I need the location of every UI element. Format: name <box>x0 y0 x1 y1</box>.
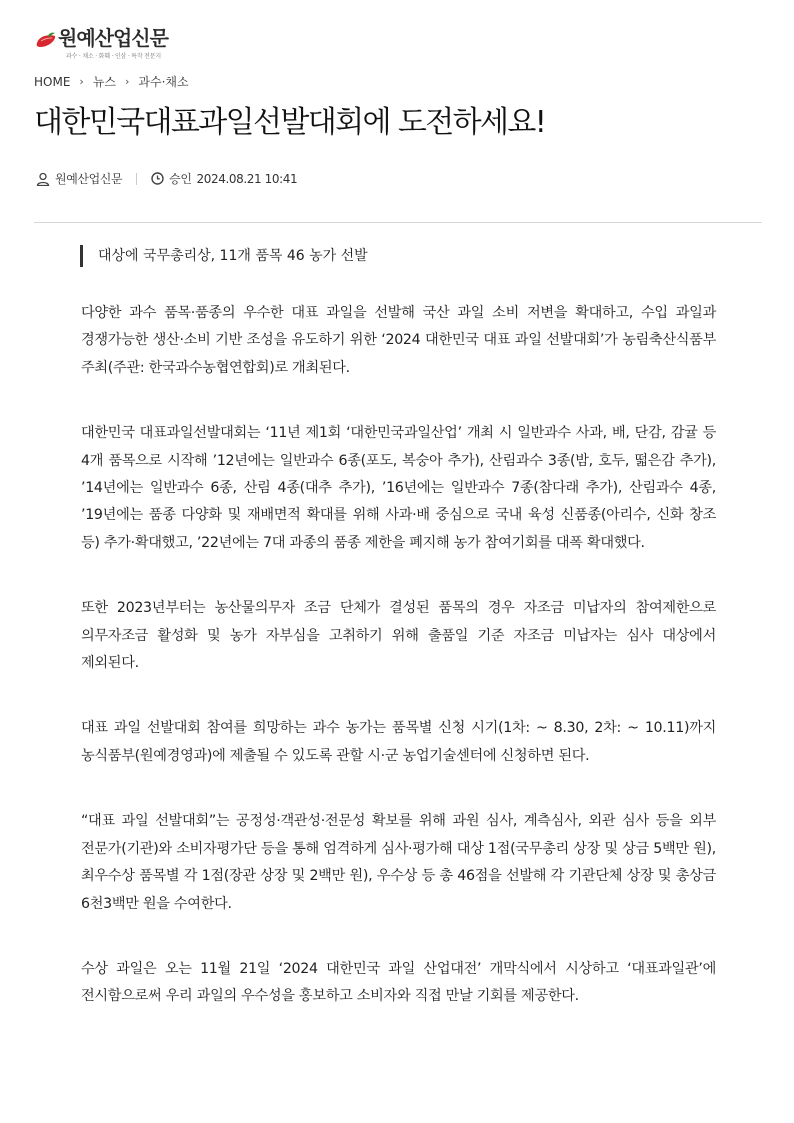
header-divider <box>34 222 762 223</box>
clock-icon <box>151 172 164 185</box>
breadcrumb-home[interactable]: HOME <box>34 74 71 89</box>
breadcrumb-category[interactable]: 과수·채소 <box>138 75 189 89</box>
breadcrumb-section[interactable]: 뉴스 <box>92 75 116 89</box>
approval-date: 2024.08.21 10:41 <box>196 171 298 186</box>
article-paragraph: 수상 과일은 오는 11월 21일 ‘2024 대한민국 과일 산업대전’ 개막식에서 시상하고 ‘대표과일관’에 전시함으로써 우리 과일의 우수성을 홍보하고 소비자와 직접 만날 기회를 제공한다. <box>81 960 716 1005</box>
article-paragraph: 대표 과일 선발대회 참여를 희망하는 과수 농가는 품목별 신청 시기(1차: ~ 8.30, 2차: ~ 10.11)까지 농식품부(원예경영과)에 제출될 수 있도록 관할 시·군 농업기술센터에 신청하면 된다. <box>81 720 716 764</box>
site-logo[interactable] <box>34 26 174 58</box>
breadcrumb <box>34 73 189 90</box>
article-title: 대한민국대표과일선발대회에 도전하세요! <box>34 105 546 140</box>
article-paragraph: 대한민국 대표과일선발대회는 ‘11년 제1회 ‘대한민국과일산업’ 개최 시 일반과수 사과, 배, 단감, 감귤 등 4개 품목으로 시작해 ’12년에는 일반과수 6종(포도, 복숭아 추가), 산림과수 3종(밤, 호두, 떫은감 추가), ’14년에는 일반과수 6종, 산림 4종(대추 추가), ’16년에는 일반과수 7종(참다래 추가), 산림과수 4종, ’19년에는 품종 다양화 및 재배면적 확대를 위해 사과·배 중심으로 국내 육성 신품종(아리수, 신화 창조 등) 추가·확대했고, ’22년에는 7대 과종의 품종 제한을 폐지해 농가 참여기회를 대폭 확대했다. <box>81 425 716 551</box>
article-author[interactable]: 원예산업신문 <box>55 172 123 186</box>
article-paragraph: “대표 과일 선발대회”는 공정성·객관성·전문성 확보를 위해 과원 심사, 계측심사, 외관 심사 등을 외부 전문가(기관)와 소비자평가단 등을 통해 엄격하게 심사·평가해 대상 1점(국무총리 상장 및 상금 5백만 원), 최우수상 품목별 각 1점(장관 상장 및 2백만 원), 우수상 등 총 46점을 선발해 각 기관단체 상장 및 총상금 6천3백만 원을 수여한다. <box>81 813 716 912</box>
article-paragraph: 또한 2023년부터는 농산물의무자 조금 단체가 결성된 품목의 경우 자조금 미납자의 참여제한으로 의무자조금 활성화 및 농가 자부심을 고취하기 위해 출품일 기준 자조금 미납자는 심사 대상에서 제외된다. <box>81 600 716 672</box>
article-meta <box>36 170 297 187</box>
article-paragraph: 다양한 과수 품목·품종의 우수한 대표 과일을 선발해 국산 과일 소비 저변을 확대하고, 수입 과일과 경쟁가능한 생산·소비 기반 조성을 유도하기 위한 ‘2024 대한민국 대표 과일 선발대회’가 농림축산식품부 주최(주관: 한국과수농협연합회)로 개최된다. <box>81 305 716 376</box>
meta-divider <box>136 173 137 185</box>
person-icon <box>36 172 50 186</box>
logo-name: 원예산업신문 <box>58 26 168 50</box>
chevron-right-icon: › <box>79 75 84 88</box>
article-subtitle: 대상에 국무총리상, 11개 품목 46 농가 선발 <box>80 245 368 267</box>
red-pepper-logo-icon <box>34 30 58 50</box>
chevron-right-icon: › <box>125 75 130 88</box>
article-body <box>81 300 716 1049</box>
logo-tagline: 과수 · 채소 · 화훼 · 인삼 · 특작 전문지 <box>66 53 161 60</box>
approval-label: 승인 <box>169 172 192 186</box>
